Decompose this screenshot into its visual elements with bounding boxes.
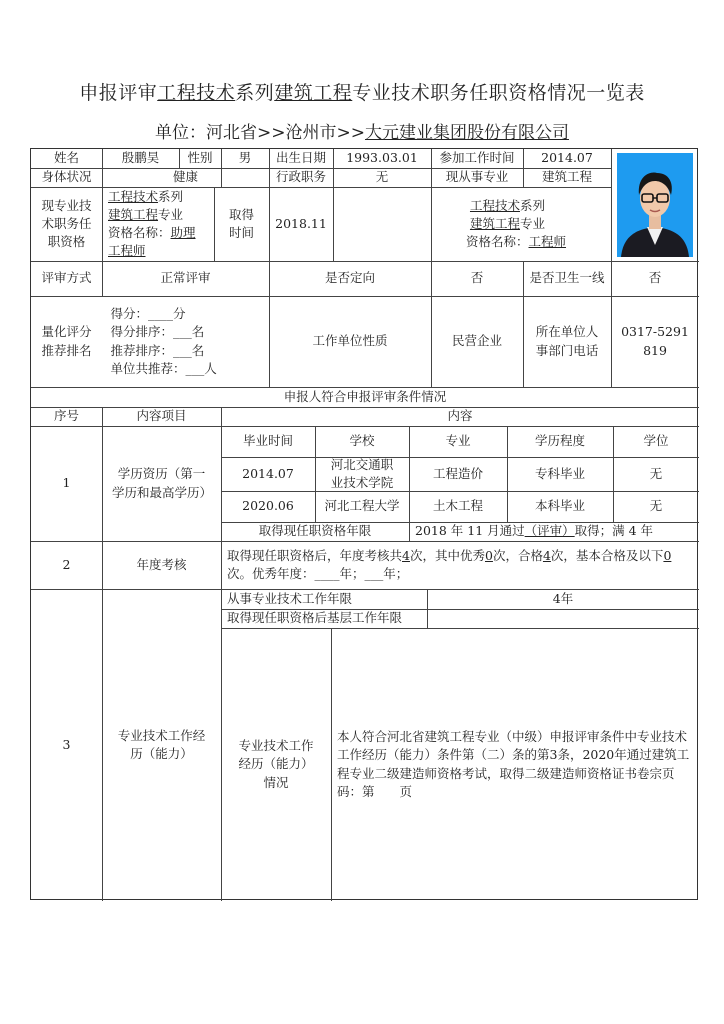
- edu-row-2-major: 土木工程: [432, 498, 483, 514]
- edu-row-2-degree: 无: [649, 498, 663, 514]
- edu-header-major: 专业: [445, 433, 471, 449]
- admin-label: 行政职务: [275, 169, 326, 185]
- directed-value: 否: [470, 270, 484, 286]
- edu-row-1-level: 专科毕业: [534, 465, 585, 481]
- work-start-value: 2014.07: [541, 150, 593, 166]
- current-major-label: 现从事专业: [445, 169, 509, 185]
- admin-value: 无: [375, 169, 389, 185]
- edu-row-1-major: 工程造价: [432, 465, 483, 481]
- directed-label: 是否定向: [324, 270, 375, 286]
- grassroots-years-label: 取得现任职资格后基层工作年限: [227, 610, 403, 626]
- edu-years-label: 取得现任职资格年限: [258, 523, 372, 539]
- birth-value: 1993.03.01: [346, 150, 418, 166]
- apply-title-value: 工程技术系列 建筑工程专业 资格名称：工程师: [465, 197, 567, 250]
- gender-value: 男: [238, 150, 252, 166]
- current-title-label: 现专业技术职务任职资格: [41, 197, 92, 250]
- row-no-2: 2: [62, 556, 71, 572]
- edu-row-1-date: 2014.07: [242, 465, 294, 481]
- name-value: 殷鹏昊: [121, 150, 160, 166]
- annual-text: 取得现任职资格后，年度考核共4次，其中优秀0次，合格4次，基本合格及以下0次。优秀年度：____年；___年；: [227, 547, 672, 581]
- edu-years-value: 2018 年 11 月通过 （评审） 取得；满 4 年: [415, 523, 654, 539]
- edu-row-1-school: 河北交通职业技术学院: [330, 456, 394, 490]
- col-no-header: 序号: [53, 408, 79, 424]
- quant-scores: 得分：____分 得分排序：___名 推荐排序：___名 单位共推荐：___人: [110, 306, 217, 376]
- row-no-3: 3: [62, 736, 71, 752]
- edu-row-2-school: 河北工程大学: [324, 498, 400, 514]
- col-content-header: 内容: [447, 408, 473, 424]
- review-method-label: 评审方式: [41, 270, 92, 286]
- nature-value: 民营企业: [451, 333, 502, 349]
- annual-item-label: 年度考核: [136, 556, 187, 572]
- frontline-value: 否: [648, 270, 662, 286]
- current-title-value: 工程技术系列 建筑工程专业 资格名称：助理工程师: [108, 188, 196, 259]
- edu-header-school: 学校: [349, 433, 375, 449]
- col-item-header: 内容项目: [136, 408, 187, 424]
- obtain-value: 2018.11: [275, 215, 327, 231]
- edu-row-2-level: 本科毕业: [534, 498, 585, 514]
- review-method-value: 正常评审: [160, 270, 211, 286]
- obtain-label: 取得时间: [228, 206, 254, 240]
- page-title: 申报评审工程技术系列建筑工程专业技术职务任职资格情况一览表: [79, 82, 645, 104]
- health-value: 健康: [172, 169, 198, 185]
- phone-label: 所在单位人事部门电话: [535, 324, 599, 358]
- unit-line: 单位：河北省>>沧州市>>大元建业集团股份有限公司: [155, 123, 569, 143]
- grassroots-years-value: [427, 609, 699, 628]
- experience-item-label: 专业技术工作经历（能力）: [117, 727, 206, 761]
- nature-label: 工作单位性质: [312, 333, 388, 349]
- edu-header-degree: 学位: [643, 433, 669, 449]
- row-no-1: 1: [62, 475, 71, 491]
- frontline-label: 是否卫生一线: [529, 270, 605, 286]
- name-label: 姓名: [53, 150, 79, 166]
- apply-title-label: [333, 187, 431, 261]
- birth-label: 出生日期: [275, 150, 326, 166]
- qualification-table: [30, 148, 698, 900]
- edu-item-label: 学历资历（第一学历和最高学历）: [112, 466, 213, 500]
- current-major-value: 建筑工程: [541, 169, 592, 185]
- edu-row-1-degree: 无: [649, 465, 663, 481]
- gender-label: 性别: [187, 150, 213, 166]
- edu-row-2-date: 2020.06: [242, 498, 294, 514]
- experience-years-value: 4年: [552, 590, 574, 606]
- experience-situation-text: 本人符合河北省建筑工程专业（中级）申报评审条件中专业技术工作经历（能力）条件第（二）条的第3条，2020年通过建筑工程专业二级建造师资格考试，取得二级建造师资格证书卷宗页码：第 页: [337, 729, 690, 799]
- health-label: 身体状况: [41, 169, 92, 185]
- experience-years-label: 从事专业技术工作年限: [227, 590, 353, 606]
- work-start-label: 参加工作时间: [439, 150, 515, 166]
- experience-situation-label: 专业技术工作经历（能力）情况: [238, 738, 314, 790]
- quant-label: 量化评分推荐排名: [41, 324, 92, 358]
- edu-header-date: 毕业时间: [242, 433, 293, 449]
- edu-header-level: 学历程度: [534, 433, 585, 449]
- section-title: 申报人符合申报评审条件情况: [283, 388, 447, 404]
- phone-value: 0317-5291819: [621, 324, 689, 358]
- applicant-photo: [617, 153, 693, 257]
